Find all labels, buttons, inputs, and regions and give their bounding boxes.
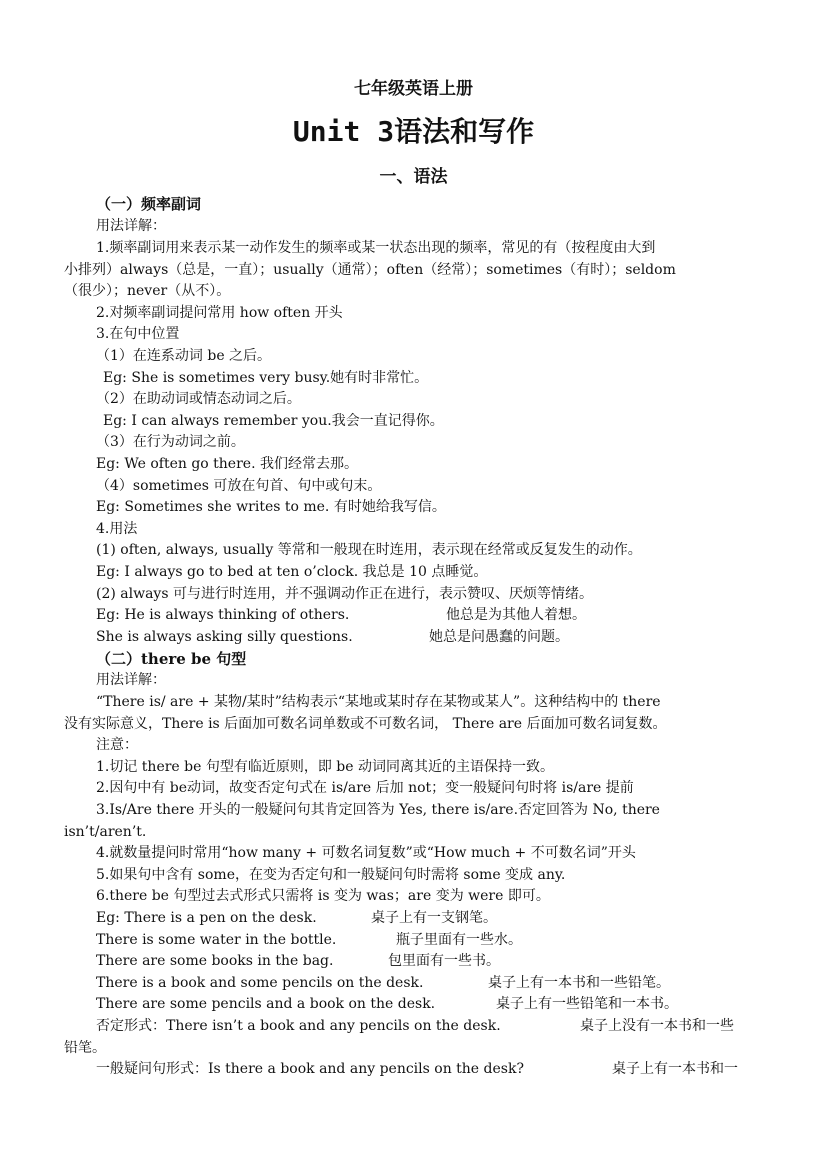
part2-example-zh: 桌子上有一支钢笔。 [371, 910, 497, 926]
part2-note: 6.there be 句型过去式形式只需将 is 变为 was；are 变为 were 即可。 [96, 888, 550, 904]
part1-line: 小排列）always（总是，一直）；usually（通常）；often（经常）；sometimes（有时）；seldom [64, 262, 676, 278]
part1-line: （4）sometimes 可放在句首、句中或句末。 [96, 478, 382, 494]
part1-example-zh: 他总是为其他人着想。 [446, 607, 586, 623]
part1-line: 2.对频率副词提问常用 how often 开头 [96, 305, 343, 321]
part2-example-zh: 包里面有一些书。 [388, 953, 500, 969]
part2-example-en: There are some pencils and a book on the desk. [96, 996, 436, 1012]
part2-example-en: There is a book and some pencils on the desk. [96, 975, 424, 991]
part1-line: Eg: I always go to bed at ten o’clock. 我总是 10 点睡觉。 [96, 564, 488, 580]
grade-title: 七年级英语上册 [354, 79, 473, 99]
part2-question-form: 一般疑问句形式：Is there a book and any pencils on the desk? [96, 1061, 524, 1077]
part1-line: Eg: Sometimes she writes to me. 有时她给我写信。 [96, 499, 446, 515]
part1-example-en: Eg: He is always thinking of others. [96, 607, 350, 623]
part2-usage-label: 用法详解： [96, 672, 166, 688]
part2-example-zh: 桌子上有一本书和一些铅笔。 [488, 975, 670, 991]
part2-question-zh: 桌子上有一本书和一 [612, 1061, 738, 1077]
part2-note-label: 注意： [96, 737, 138, 753]
part1-line: （2）在助动词或情态动词之后。 [96, 391, 301, 407]
part2-intro: “There is/ are + 某物/某时”结构表示“某地或某时存在某物或某人”。这种结构中的 there [96, 694, 661, 710]
part1-line: （1）在连系动词 be 之后。 [96, 348, 272, 364]
part2-title: （二）there be 句型 [96, 650, 247, 668]
part1-line: 1.频率副词用来表示某一动作发生的频率或某一状态出现的频率，常见的有（按程度由大到 [96, 240, 656, 256]
part2-negative-zh: 桌子上没有一本书和一些 [580, 1018, 734, 1034]
part2-negative-form: 否定形式：There isn’t a book and any pencils on the desk. [96, 1018, 501, 1034]
part2-example-en: Eg: There is a pen on the desk. [96, 910, 317, 926]
part1-line: 3.在句中位置 [96, 326, 180, 342]
part1-line: （很少）；never（从不）。 [64, 283, 231, 299]
part1-usage-label: 用法详解： [96, 218, 166, 234]
part1-title: （一）频率副词 [96, 195, 202, 213]
part2-note: 1.切记 there be 句型有临近原则，即 be 动词同离其近的主语保持一致。 [96, 759, 555, 775]
part2-intro: 没有实际意义，There is 后面加可数名词单数或不可数名词， There are 后面加可数名词复数。 [64, 716, 667, 732]
part1-example-zh: 她总是问愚蠢的问题。 [429, 629, 569, 645]
part1-line: （3）在行为动词之前。 [96, 434, 245, 450]
part2-note: 3.Is/Are there 开头的一般疑问句其肯定回答为 Yes, there is/are.否定回答为 No, there [96, 802, 660, 818]
part1-line: Eg: I can always remember you.我会一直记得你。 [103, 413, 444, 429]
part2-negative-zh-cont: 铅笔。 [64, 1040, 106, 1056]
part2-example-en: There are some books in the bag. [96, 953, 334, 969]
part2-note: 4.就数量提问时常用“how many + 可数名词复数”或“How much + 不可数名词”开头 [96, 845, 636, 861]
section-title: 一、语法 [379, 167, 448, 187]
part2-note: isn’t/aren’t. [64, 824, 147, 840]
part2-note: 2.因句中有 be动词，故变否定句式在 is/are 后加 not；变一般疑问句时将 is/are 提前 [96, 780, 634, 796]
part1-line: 4.用法 [96, 521, 138, 537]
part1-line: Eg: We often go there. 我们经常去那。 [96, 456, 358, 472]
part2-note: 5.如果句中含有 some，在变为否定句和一般疑问句时需将 some 变成 any. [96, 867, 566, 883]
part2-example-zh: 瓶子里面有一些水。 [396, 932, 522, 948]
unit-title: Unit 3语法和写作 [292, 115, 535, 148]
part1-line: (2) always 可与进行时连用，并不强调动作正在进行，表示赞叹、厌烦等情绪。 [96, 586, 593, 602]
part1-line: (1) often, always, usually 等常和一般现在时连用，表示现在经常或反复发生的动作。 [96, 542, 642, 558]
part2-example-zh: 桌子上有一些铅笔和一本书。 [496, 996, 678, 1012]
part1-line: Eg: She is sometimes very busy.她有时非常忙。 [103, 370, 429, 386]
part1-example-en: She is always asking silly questions. [96, 629, 353, 645]
part2-example-en: There is some water in the bottle. [96, 932, 337, 948]
